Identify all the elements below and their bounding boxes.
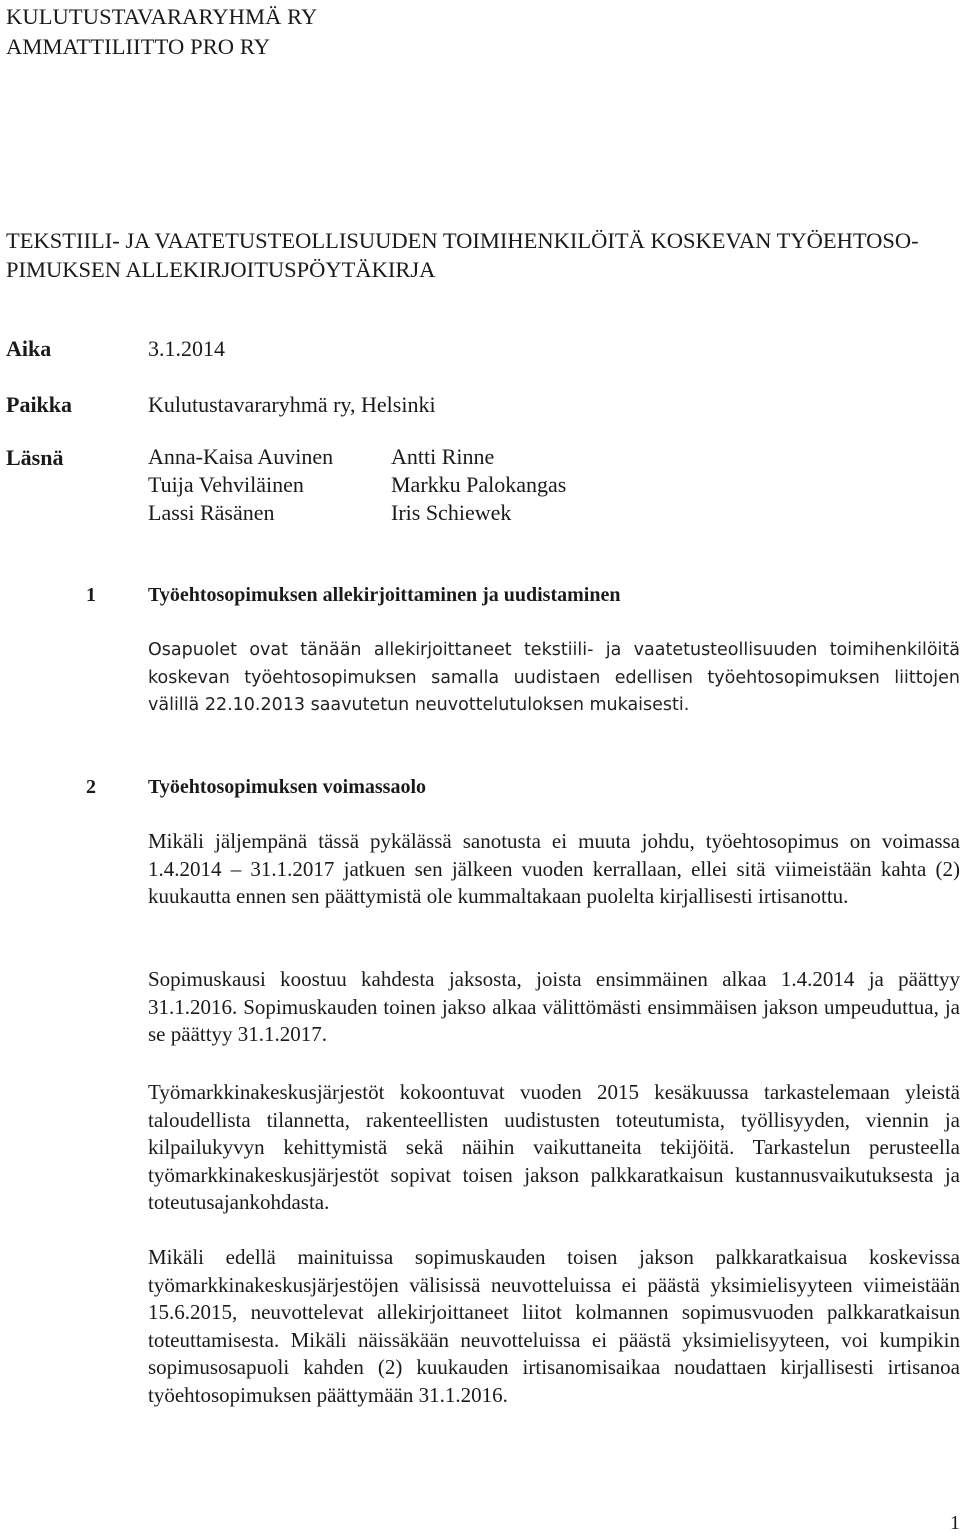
organization-name-2: AMMATTILIITTO PRO RY: [6, 34, 271, 59]
attendees-right-column: [391, 443, 566, 527]
section-number: 1: [86, 584, 96, 606]
attendee-name: Iris Schiewek: [391, 500, 512, 525]
section-number: 2: [86, 776, 96, 798]
section-paragraph: Työmarkkinakeskusjärjestöt kokoontuvat vuoden 2015 kesäkuussa tarkastelemaan yleistä taloudellista tilannetta, rakenteellisten uudistusten toteutumista, työllisyyden, viennin ja kilpailukyvyn kehittymistä sekä näihin vaikuttaneita tekijöitä. Tarkastelun perusteella työmarkkinakeskusjärjestöt sopivat toisen jakson palkkaratkaisun kustannusvaikutuksesta ja toteutusajankohdasta.: [148, 1080, 960, 1214]
place-label: Paikka: [6, 392, 73, 417]
time-label: Aika: [6, 336, 52, 361]
section-title: Työehtosopimuksen voimassaolo: [148, 776, 427, 798]
attendees-left-column: [148, 443, 333, 527]
attendee-name: Anna-Kaisa Auvinen: [148, 444, 334, 469]
document-title-line-2: PIMUKSEN ALLEKIRJOITUSPÖYTÄKIRJA: [6, 257, 436, 282]
time-value: 3.1.2014: [148, 336, 225, 361]
attendee-name: Markku Palokangas: [391, 472, 567, 497]
section-paragraph: Mikäli edellä mainituissa sopimuskauden toisen jakson palkkaratkaisua koskevissa työmarkkinakeskusjärjestöjen välisissä neuvotteluissa ei päästä yksimielisyyteen viimeistään 15.6.2015, neuvottelevat allekirjoittaneet liitot kolmannen sopimusvuoden palkkaratkaisun toteuttamisesta. Mikäli näissäkään neuvotteluissa ei päästä yksimielisyyteen, voi kumpikin sopimusosapuoli kahden (2) kuukauden irtisanomisaikaa noudattaen kirjallisesti irtisanoa työehtosopimuksen päättymään 31.1.2016.: [148, 1245, 960, 1407]
place-value: Kulutustavararyhmä ry, Helsinki: [148, 392, 436, 417]
attendee-name: Antti Rinne: [391, 444, 495, 469]
section-paragraph: Mikäli jäljempänä tässä pykälässä sanotusta ei muuta johdu, työehtosopimus on voimassa 1.4.2014 – 31.1.2017 jatkuen sen jälkeen vuoden kerrallaan, ellei sitä viimeistään kahta (2) kuukautta ennen sen päättymistä ole kummaltakaan puolelta kirjallisesti irtisanottu.: [148, 829, 960, 908]
present-label: Läsnä: [6, 445, 64, 470]
attendee-name: Lassi Räsänen: [148, 500, 275, 525]
page-number: 1: [950, 1512, 960, 1534]
section-title: Työehtosopimuksen allekirjoittaminen ja uudistaminen: [148, 584, 621, 606]
attendee-name: Tuija Vehviläinen: [148, 472, 304, 497]
organization-name-1: KULUTUSTAVARARYHMÄ RY: [6, 4, 318, 29]
document-title-line-1: TEKSTIILI- JA VAATETUSTEOLLISUUDEN TOIMIHENKILÖITÄ KOSKEVAN TYÖEHTOSO-: [6, 228, 919, 253]
section-paragraph: Sopimuskausi koostuu kahdesta jaksosta, joista ensimmäinen alkaa 1.4.2014 ja päättyy 31.1.2016. Sopimuskauden toinen jakso alkaa välittömästi ensimmäisen jakson umpeuduttua, ja se päättyy 31.1.2017.: [148, 967, 960, 1046]
section-paragraph: Osapuolet ovat tänään allekirjoittaneet tekstiili- ja vaatetusteollisuuden toimihenkilöitä koskevan työehtosopimuksen samalla uudistaen edellisen työehtosopimuksen liittojen välillä 22.10.2013 saavutetun neuvottelutuloksen mukaisesti.: [148, 640, 960, 715]
